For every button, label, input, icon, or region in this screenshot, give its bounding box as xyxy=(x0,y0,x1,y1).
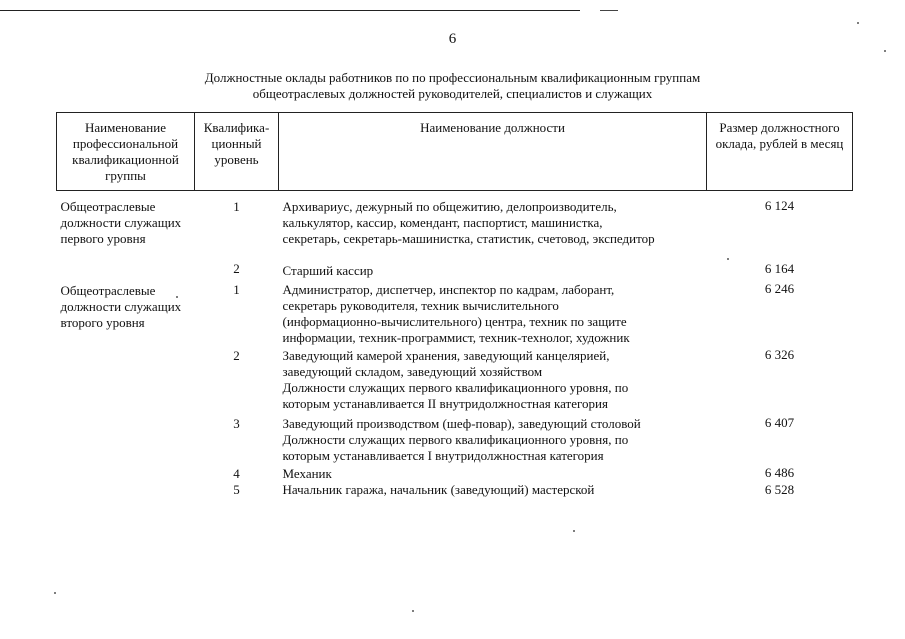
level-cell: 2 xyxy=(233,261,240,276)
group-cell xyxy=(57,482,195,498)
table-row xyxy=(57,464,853,482)
top-rule-fragment xyxy=(600,10,618,11)
salary-cell: 6 164 xyxy=(764,261,795,276)
position-cell xyxy=(279,482,707,498)
scan-speck xyxy=(412,610,414,612)
table-row xyxy=(57,261,853,279)
salary-table xyxy=(56,112,853,498)
position-line: секретарь, секретарь-машинистка, статистик, счетовод, экспедитор xyxy=(282,231,655,246)
title-line-1: Должностные оклады работников по по профессиональным квалификационным группам xyxy=(204,70,701,85)
position-line: которым устанавливается I внутридолжностная категория xyxy=(282,448,604,463)
group-cell: Общеотраслевые должности служащих первого уровня xyxy=(60,199,182,246)
position-cell xyxy=(279,412,707,464)
level-cell: 1 xyxy=(233,282,240,297)
position-cell xyxy=(279,464,707,482)
salary-cell: 6 124 xyxy=(764,198,795,213)
header-salary: Размер должностного оклада, рублей в месяц xyxy=(707,113,853,191)
position-line: Заведующий камерой хранения, заведующий канцелярией, xyxy=(282,348,610,363)
header-level: Квалифика-ционный уровень xyxy=(195,113,279,191)
scan-speck xyxy=(884,50,886,52)
position-line: заведующий складом, заведующий хозяйством xyxy=(282,364,543,379)
level-cell: 4 xyxy=(233,466,240,481)
position-line: информации, техник-программист, техник-технолог, художник xyxy=(282,330,630,345)
salary-cell: 6 486 xyxy=(764,465,795,480)
position-line: калькулятор, кассир, комендант, паспортист, машинистка, xyxy=(282,215,603,230)
document-title xyxy=(0,70,905,102)
position-cell xyxy=(279,346,707,412)
position-line: Должности служащих первого квалификационного уровня, по xyxy=(282,380,629,395)
position-line: Архивариус, дежурный по общежитию, делопроизводитель, xyxy=(282,199,617,214)
table-row xyxy=(57,412,853,464)
salary-cell: 6 407 xyxy=(764,415,795,430)
title-line-2: общеотраслевых должностей руководителей, специалистов и служащих xyxy=(252,86,653,101)
header-position: Наименование должности xyxy=(279,113,707,191)
salary-cell: 6 326 xyxy=(764,347,795,362)
position-cell xyxy=(279,261,707,279)
group-cell xyxy=(57,346,195,412)
table-row xyxy=(57,191,853,262)
table-body xyxy=(57,191,853,499)
scan-speck xyxy=(176,296,178,298)
table-row xyxy=(57,346,853,412)
group-cell xyxy=(57,464,195,482)
position-line: Администратор, диспетчер, инспектор по кадрам, лаборант, xyxy=(282,282,615,297)
position-cell xyxy=(279,191,707,262)
scan-speck xyxy=(573,530,575,532)
level-cell: 5 xyxy=(233,482,240,497)
position-line: Заведующий производством (шеф-повар), заведующий столовой xyxy=(282,416,641,431)
position-line: Должности служащих первого квалификационного уровня, по xyxy=(282,432,629,447)
position-line: Механик xyxy=(282,466,332,481)
level-cell: 3 xyxy=(233,416,240,431)
page-number: 6 xyxy=(448,31,457,47)
position-line: (информационно-вычислительного) центра, техник по защите xyxy=(282,314,627,329)
position-line: Старший кассир xyxy=(282,263,374,278)
salary-cell: 6 246 xyxy=(764,281,795,296)
position-line: секретарь руководителя, техник вычислительного xyxy=(282,298,559,313)
top-rule xyxy=(0,10,580,11)
scan-speck xyxy=(857,22,859,24)
table-header-row xyxy=(57,113,853,191)
group-cell xyxy=(57,412,195,464)
position-line: Начальник гаража, начальник (заведующий) мастерской xyxy=(282,482,595,497)
position-cell xyxy=(279,279,707,346)
group-cell: Общеотраслевые должности служащих второго уровня xyxy=(60,283,182,330)
position-line: которым устанавливается II внутридолжностная категория xyxy=(282,396,608,411)
header-group: Наименование профессиональной квалификационной группы xyxy=(57,113,195,191)
scan-speck xyxy=(727,258,729,260)
salary-cell: 6 528 xyxy=(764,482,795,497)
group-cell xyxy=(57,261,195,279)
table-row xyxy=(57,279,853,346)
level-cell: 2 xyxy=(233,348,240,363)
scan-speck xyxy=(54,592,56,594)
level-cell: 1 xyxy=(233,199,240,214)
table-row xyxy=(57,482,853,498)
